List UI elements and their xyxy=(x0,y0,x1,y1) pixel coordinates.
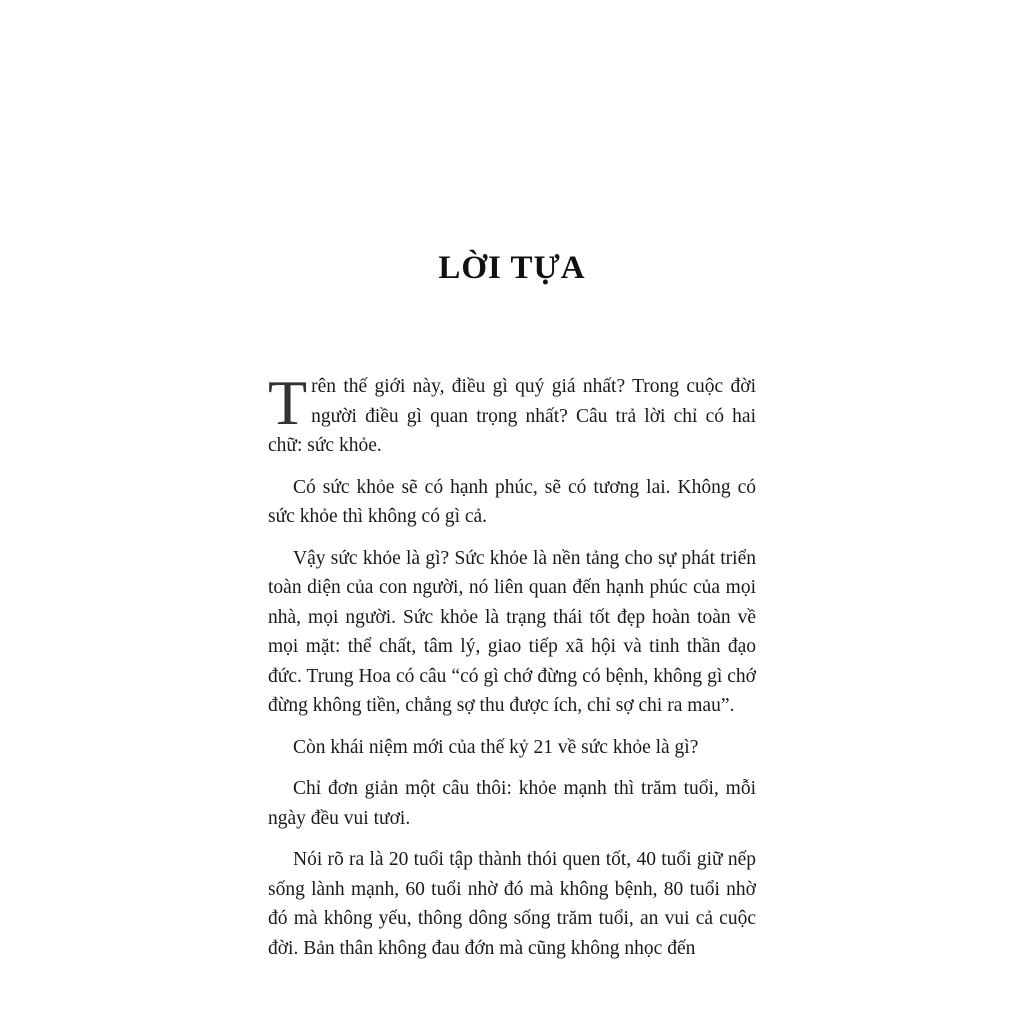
paragraph-3: Vậy sức khỏe là gì? Sức khỏe là nền tảng cho sự phát triển toàn diện của con người, nó liên quan đến hạnh phúc của mọi nhà, mọi người. Sức khỏe là trạng thái tốt đẹp hoàn toàn về mọi mặt: thể chất, tâm lý, giao tiếp xã hội và tinh thần đạo đức. Trung Hoa có câu “có gì chớ đừng có bệnh, không gì chớ đừng không tiền, chẳng sợ thu được ích, chỉ sợ chi ra mau”. xyxy=(268,547,756,716)
paragraph-5: Chỉ đơn giản một câu thôi: khỏe mạnh thì trăm tuổi, mỗi ngày đều vui tươi. xyxy=(268,778,756,829)
drop-cap: T xyxy=(268,367,308,438)
paragraph-1 xyxy=(268,367,756,461)
preface-body xyxy=(268,367,756,975)
paragraph-4: Còn khái niệm mới của thế kỷ 21 về sức khỏe là gì? xyxy=(293,736,699,758)
chapter-title: LỜI TỰA xyxy=(438,250,586,286)
paragraph-6: Nói rõ ra là 20 tuổi tập thành thói quen tốt, 40 tuổi giữ nếp sống lành mạnh, 60 tuổi nhờ đó mà không bệnh, 80 tuổi nhờ đó mà không yếu, thông dông sống trăm tuổi, an vui cả cuộc đời. Bản thân không đau đớn mà cũng không nhọc đến xyxy=(268,849,756,959)
paragraph-1-text: rên thế giới này, điều gì quý giá nhất? Trong cuộc đời người điều gì quan trọng nhất? Câu trả lời chỉ có hai chữ: sức khỏe. xyxy=(268,376,756,456)
paragraph-2: Có sức khỏe sẽ có hạnh phúc, sẽ có tương lai. Không có sức khỏe thì không có gì cả. xyxy=(268,476,756,527)
